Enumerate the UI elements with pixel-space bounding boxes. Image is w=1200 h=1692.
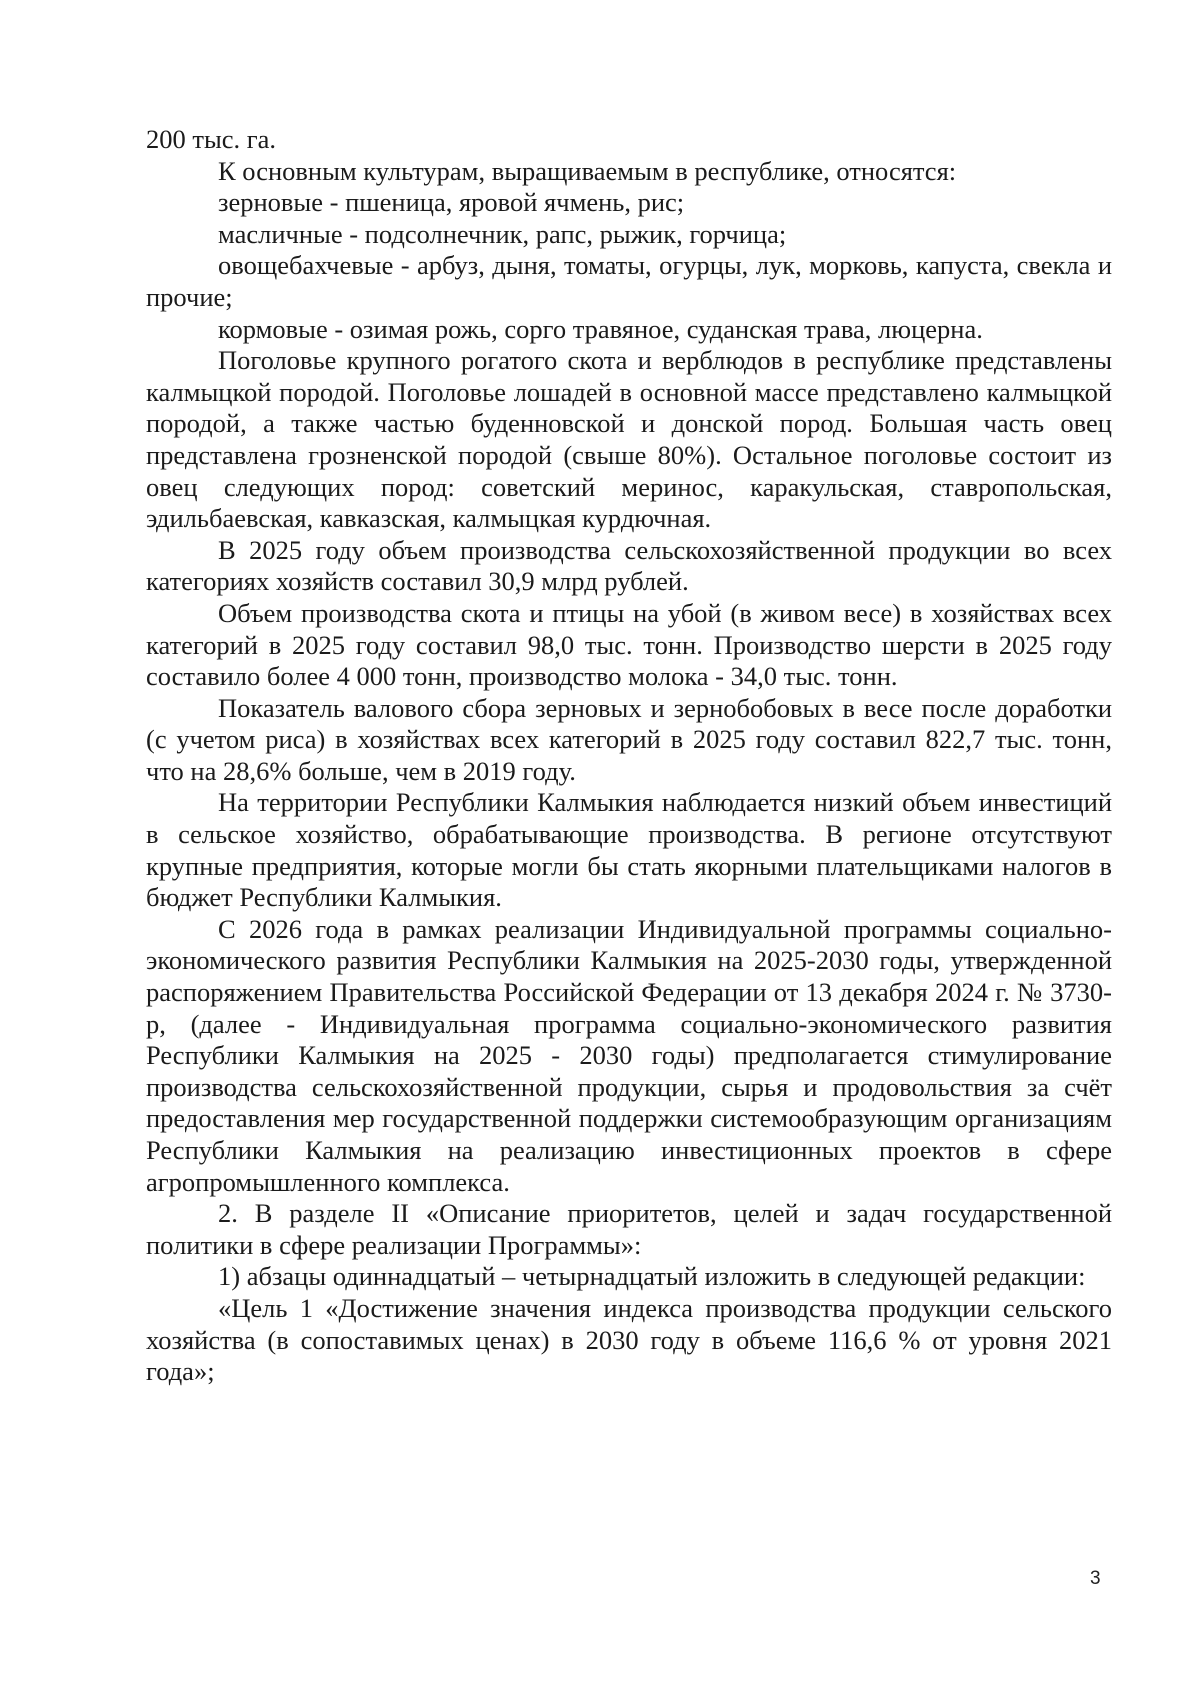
paragraph-4: масличные - подсолнечник, рапс, рыжик, горчица; [218, 218, 787, 249]
paragraph-1: 200 тыс. га. [146, 124, 277, 154]
paragraph-14: 1) абзацы одиннадцатый – четырнадцатый изложить в следующей редакции: [218, 1261, 1086, 1292]
document-body [146, 124, 1112, 1388]
paragraph-10: Показатель валового сбора зерновых и зернобобовых в весе после доработки (с учетом риса) в хозяйствах всех категорий в 2025 году составил 822,7 тыс. тонн, что на 28,6% больше, чем в 2019 году. [146, 692, 1112, 786]
paragraph-15: «Цель 1 «Достижение значения индекса производства продукции сельского хозяйства (в сопоставимых ценах) в 2030 году в объеме 116,6 % от уровня 2021 года»; [146, 1292, 1112, 1387]
paragraph-2: К основным культурам, выращиваемым в республике, относятся: [218, 155, 957, 186]
paragraph-12: С 2026 года в рамках реализации Индивидуальной программы социально-экономического развития Республики Калмыкия на 2025-2030 годы, утвержденной распоряжением Правительства Российской Федерации от 13 декабря 2024 г. № 3730-р, (далее - Индивидуальная программа социально-экономического развития Республики Калмыкия на 2025 - 2030 годы) предполагается стимулирование производства сельскохозяйственной продукции, сырья и продовольствия за счёт предоставления мер государственной поддержки системообразующим организациям Республики Калмыкия на реализацию инвестиционных проектов в сфере агропромышленного комплекса. [146, 913, 1112, 1197]
paragraph-13: 2. В разделе II «Описание приоритетов, целей и задач государственной политики в сфере реализации Программы»: [146, 1198, 1112, 1260]
page-number: 3 [1090, 1568, 1101, 1589]
paragraph-3: зерновые - пшеница, яровой ячмень, рис; [218, 187, 685, 218]
paragraph-11: На территории Республики Калмыкия наблюдается низкий объем инвестиций в сельское хозяйство, обрабатывающие производства. В регионе отсутствуют крупные предприятия, которые могли бы стать якорными плательщиками налогов в бюджет Республики Калмыкия. [146, 787, 1112, 913]
paragraph-8: В 2025 году объем производства сельскохозяйственной продукции во всех категориях хозяйств составил 30,9 млрд рублей. [146, 534, 1112, 597]
paragraph-9: Объем производства скота и птицы на убой (в живом весе) в хозяйствах всех категорий в 2025 году составил 98,0 тыс. тонн. Производство шерсти в 2025 году составило более 4 000 тонн, производство молока - 34,0 тыс. тонн. [146, 597, 1112, 692]
paragraph-7: Поголовье крупного рогатого скота и верблюдов в республике представлены калмыцкой породой. Поголовье лошадей в основной массе представлено калмыцкой породой, а также частью буденновской и донской пород. Большая часть овец представлена грозненской породой (свыше 80%). Остальное поголовье состоит из овец следующих пород: советский меринос, каракульская, ставропольская, эдильбаевская, кавказская, калмыцкая курдючная. [146, 345, 1112, 534]
paragraph-5: овощебахчевые - арбуз, дыня, томаты, огурцы, лук, морковь, капуста, свекла и прочие; [146, 250, 1112, 312]
paragraph-6: кормовые - озимая рожь, сорго травяное, суданская трава, люцерна. [218, 313, 983, 344]
